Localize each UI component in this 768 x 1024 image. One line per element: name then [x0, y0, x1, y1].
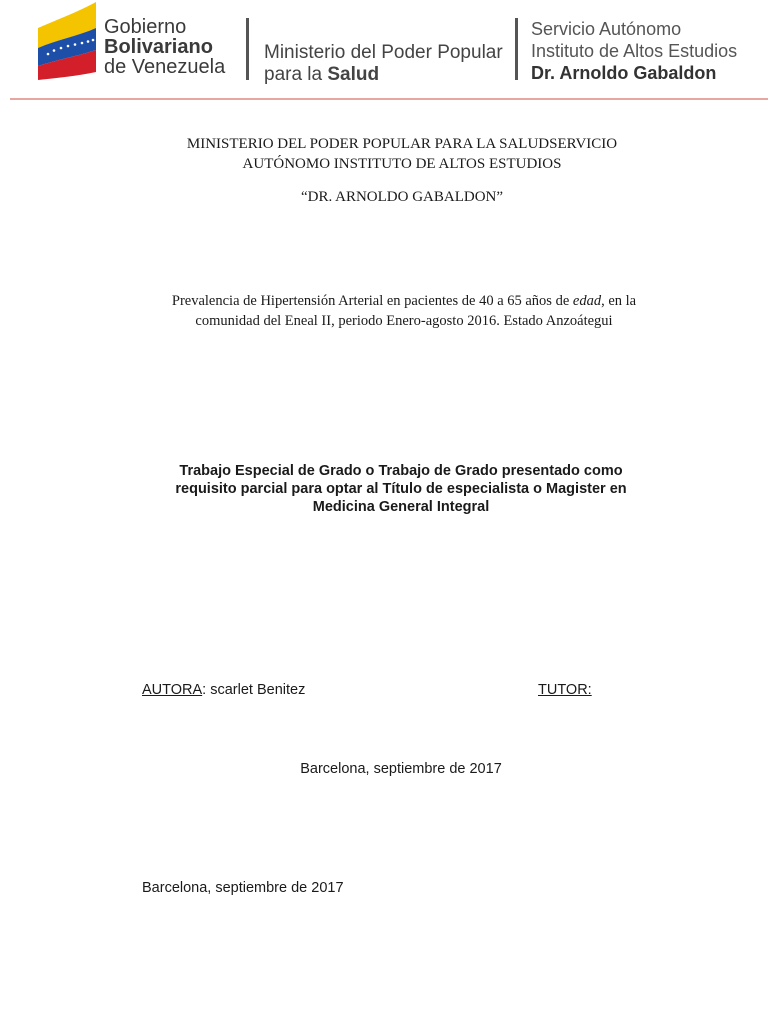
author-line — [142, 681, 305, 699]
tutor-label: TUTOR: — [538, 682, 592, 698]
ministry-heading: MINISTERIO DEL PODER POPULAR PARA LA SALUDSERVICIO AUTÓNOMO INSTITUTO DE ALTOS ESTUDIOS — [186, 136, 618, 172]
thesis-title-part-2: , en la comunidad del Eneal II, periodo Enero-agosto 2016. Estado Anzoátegui — [195, 293, 637, 329]
service-line-3: Dr. Arnoldo Gabaldon — [531, 63, 717, 83]
ministry-line-2-prefix: para la — [264, 64, 328, 85]
service-logo-text — [531, 18, 737, 84]
city-date-footer: Barcelona, septiembre de 2017 — [142, 880, 344, 896]
ministry-logo-text — [264, 42, 503, 86]
service-line-1: Servicio Autónomo — [531, 19, 682, 39]
gov-line-1: Gobierno — [104, 16, 187, 38]
ministry-line-1: Ministerio del Poder Popular — [264, 42, 503, 63]
gov-line-2: Bolivariano — [104, 36, 213, 58]
ministry-line-2 — [264, 64, 503, 86]
venezuela-flag-icon — [36, 0, 98, 80]
header-divider — [10, 98, 768, 100]
degree-statement: Trabajo Especial de Grado o Trabajo de Grado presentado como requisito parcial para optar al Título de especialista o Magister en Medicina General Integral — [175, 463, 627, 515]
author-value: : scarlet Benitez — [202, 682, 306, 698]
gov-line-3: de Venezuela — [104, 56, 226, 78]
thesis-title-part-1: Prevalencia de Hipertensión Arterial en pacientes de 40 a 65 años de — [171, 293, 573, 309]
city-date: Barcelona, septiembre de 2017 — [300, 761, 502, 777]
author-label: AUTORA — [142, 682, 203, 698]
thesis-title — [150, 291, 658, 331]
thesis-title-italic: edad — [572, 293, 602, 309]
header-separator — [246, 18, 249, 80]
government-logo-text — [104, 17, 225, 77]
service-line-2: Instituto de Altos Estudios — [531, 41, 738, 61]
ministry-line-2-bold: Salud — [327, 64, 380, 85]
institute-name-heading: “DR. ARNOLDO GABALDON” — [300, 189, 504, 205]
header-separator — [515, 18, 518, 80]
